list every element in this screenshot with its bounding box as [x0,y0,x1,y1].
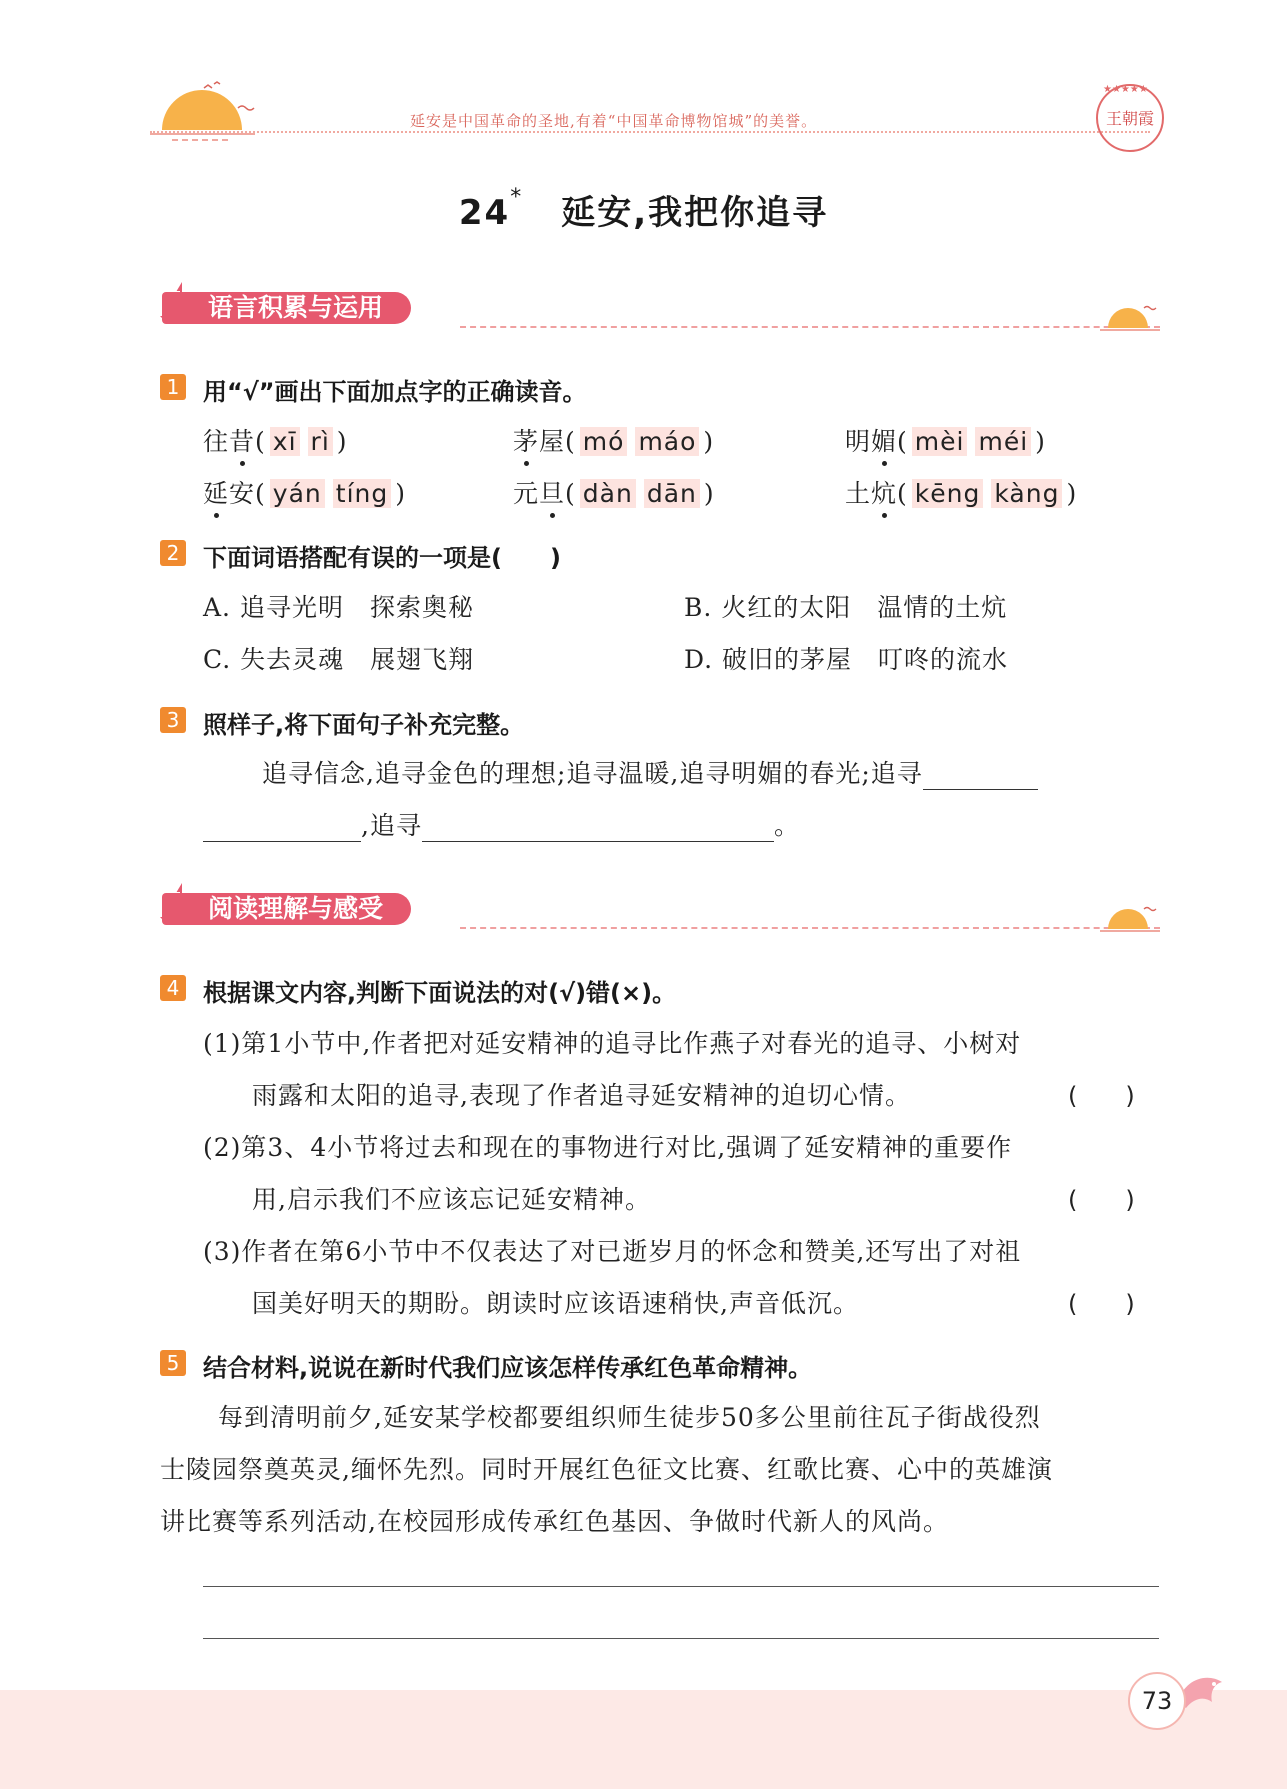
question-2-prompt[interactable]: 下面词语搭配有误的一项是( ) [203,544,561,572]
q3-example-sentence: 追寻信念,追寻金色的理想;追寻温暖,追寻明媚的春光;追寻 [262,754,1038,790]
pinyin-option[interactable]: dān [644,479,700,508]
svg-text:★★★★★: ★★★★★ [1103,84,1148,95]
answer-blank[interactable] [422,813,774,842]
q3-answer-line: ,追寻 。 [203,806,800,842]
page-number: 73 [1128,1672,1186,1730]
sunset-small-icon [1100,298,1160,338]
q1-item-4: 延安( yán tíng ) [203,479,406,508]
pinyin-option[interactable]: tíng [333,479,391,508]
judgement-parentheses[interactable]: ( ) [1068,1082,1135,1110]
sunset-small-icon [1100,899,1160,939]
pinyin-option[interactable]: mèi [912,427,968,456]
material-line-2: 士陵园祭奠英灵,缅怀先烈。同时开展红色征文比赛、红歌比赛、心中的英雄演 [160,1455,1053,1484]
q1-item-2: 茅屋( mó máo ) [513,427,715,456]
statement-1-line-2: 雨露和太阳的追寻,表现了作者追寻延安精神的迫切心情。 [252,1081,911,1110]
q1-item-5: 元旦( dàn dān ) [513,479,715,508]
pinyin-option[interactable]: kàng [991,479,1062,508]
pinyin-option[interactable]: kēng [912,479,984,508]
pinyin-option[interactable]: méi [975,427,1031,456]
sunset-icon [150,78,255,148]
header-divider [150,131,1150,133]
question-5-prompt: 结合材料,说说在新时代我们应该怎样传承红色革命精神。 [203,1354,813,1382]
question-number-3: 3 [160,707,186,733]
judgement-parentheses[interactable]: ( ) [1068,1290,1135,1318]
statement-2-line-2: 用,启示我们不应该忘记延安精神。 [252,1185,651,1214]
answer-line[interactable] [203,1638,1159,1639]
pinyin-option[interactable]: rì [308,427,333,456]
section-divider [460,927,1160,929]
author-seal [1092,78,1168,154]
statement-3-line-2: 国美好明天的期盼。朗读时应该语速稍快,声音低沉。 [252,1289,859,1318]
statement-1-line-1: (1)第1小节中,作者把对延安精神的追寻比作燕子对春光的追寻、小树对 [203,1029,1022,1058]
question-number-1: 1 [160,374,186,400]
answer-blank[interactable] [923,761,1038,790]
pinyin-option[interactable]: máo [635,427,699,456]
pinyin-option[interactable]: yán [270,479,325,508]
question-3-prompt: 照样子,将下面句子补充完整。 [203,711,525,739]
option-c[interactable]: C. 失去灵魂 展翅飞翔 [203,645,475,674]
pinyin-option[interactable]: mó [580,427,628,456]
section-divider [460,326,1160,328]
section-banner-language: 语言积累与运用 [162,292,411,324]
seal-text: 王朝霞 [1105,109,1154,128]
judgement-parentheses[interactable]: ( ) [1068,1186,1135,1214]
option-a[interactable]: A. 追寻光明 探索奥秘 [203,593,474,622]
q1-item-1: 往昔( xī rì ) [203,427,348,456]
question-number-5: 5 [160,1350,186,1376]
page-title [0,185,1287,234]
q1-item-3: 明媚( mèi méi ) [845,427,1046,456]
material-line-3: 讲比赛等系列活动,在校园形成传承红色基因、争做时代新人的风尚。 [160,1507,949,1536]
footer-band [0,1690,1287,1789]
question-number-2: 2 [160,540,186,566]
answer-line[interactable] [203,1586,1159,1587]
lesson-title: 延安,我把你追寻 [561,193,829,233]
q1-item-6: 土炕( kēng kàng ) [845,479,1078,508]
option-b[interactable]: B. 火红的太阳 温情的土炕 [684,593,1008,622]
lesson-number: 24* [458,185,524,233]
section-banner-reading: 阅读理解与感受 [162,893,411,925]
answer-blank[interactable] [203,813,361,842]
question-number-4: 4 [160,975,186,1001]
option-d[interactable]: D. 破旧的茅屋 叮咚的流水 [684,645,1009,674]
statement-3-line-1: (3)作者在第6小节中不仅表达了对已逝岁月的怀念和赞美,还写出了对祖 [203,1237,1022,1266]
question-1-prompt: 用“√”画出下面加点字的正确读音。 [203,378,587,406]
statement-2-line-1: (2)第3、4小节将过去和现在的事物进行对比,强调了延安精神的重要作 [203,1133,1013,1162]
pinyin-option[interactable]: xī [270,427,300,456]
header-motto: 延安是中国革命的圣地,有着“中国革命博物馆城”的美誉。 [410,112,818,130]
pinyin-option[interactable]: dàn [580,479,636,508]
material-line-1: 每到清明前夕,延安某学校都要组织师生徒步50多公里前往瓦子街战役烈 [218,1403,1041,1432]
question-4-prompt: 根据课文内容,判断下面说法的对(√)错(×)。 [203,979,677,1007]
